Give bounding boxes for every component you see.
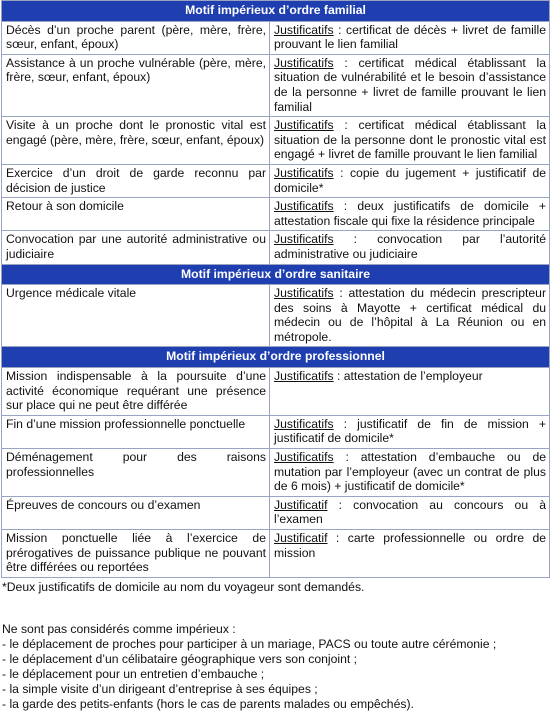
section-title: Motif impérieux d’ordre professionnel — [2, 347, 550, 368]
justificatif-label: Justificatifs — [274, 22, 334, 37]
justificatif-text: : convocation au concours ou à l’examen — [274, 497, 547, 527]
table-row — [2, 496, 550, 529]
motif-cell: Mission indispensable à la poursuite d’une activité économique requérant une présence sur place qui ne peut être différée — [2, 368, 270, 416]
motif-cell: Fin d’une mission professionnelle ponctuelle — [2, 415, 270, 448]
justificatif-text: : copie du jugement + justificatif de domicile* — [274, 165, 547, 195]
table-row — [2, 198, 550, 231]
table-row — [2, 449, 550, 497]
justificatif-cell — [270, 117, 550, 165]
justificatif-cell — [270, 496, 550, 529]
justificatif-text: : certificat médical établissant la situation de vulnérabilité et le besoin d’assistance de la personne + livret de famille prouvant le lien familial — [274, 55, 547, 114]
motif-cell: Déménagement pour des raisons professionnelles — [2, 449, 270, 497]
motif-cell: Épreuves de concours ou d’examen — [2, 496, 270, 529]
notes-list — [2, 637, 550, 712]
list-item: - le déplacement pour un entretien d’embauche ; — [2, 667, 265, 682]
justificatif-text: : attestation du médecin prescripteur des soins à Mayotte + certificat médical du médecin ou de l’hôpital à La Réunion ou en métropole. — [274, 286, 547, 344]
justificatif-label: Justificatif — [274, 497, 328, 512]
justificatif-text: : convocation par l’autorité administrative ou judiciaire — [274, 232, 547, 261]
justificatif-cell — [270, 21, 550, 54]
motif-cell: Mission ponctuelle liée à l’exercice de prérogatives de puissance publique ne pouvant être différées ou reportées — [2, 530, 270, 578]
justificatif-cell — [270, 54, 550, 116]
table-row — [2, 530, 550, 578]
justificatif-text: : justificatif de fin de mission + justificatif de domicile* — [274, 416, 547, 446]
motif-cell: Visite à un proche dont le pronostic vital est engagé (père, mère, frère, sœur, enfant, époux) — [2, 117, 270, 165]
justificatif-label: Justificatifs — [274, 118, 334, 133]
table-row — [2, 231, 550, 264]
justificatif-text: : carte professionnelle ou ordre de mission — [274, 531, 547, 560]
table-row — [2, 21, 550, 54]
motif-cell: Convocation par une autorité administrative ou judiciaire — [2, 231, 270, 264]
section-header-familial — [2, 1, 550, 22]
table-row — [2, 415, 550, 448]
justificatif-label: Justificatifs — [274, 369, 334, 384]
motif-cell: Retour à son domicile — [2, 198, 270, 231]
justificatif-text: : deux justificatifs de domicile + attestation fiscale qui fixe la résidence principale — [274, 199, 547, 228]
justificatif-cell — [270, 231, 550, 264]
justificatif-text: : certificat de décès + livret de famille prouvant le lien familial — [274, 22, 547, 52]
motif-cell: Décès d’un proche parent (père, mère, frère, sœur, enfant, époux) — [2, 21, 270, 54]
justificatif-cell — [270, 449, 550, 497]
justificatif-cell — [270, 415, 550, 448]
list-item: - le déplacement d’un célibataire géographique vers son conjoint ; — [2, 652, 358, 667]
footnote: *Deux justificatifs de domicile au nom du voyageur sont demandés. — [2, 579, 365, 594]
justificatif-cell — [270, 164, 550, 197]
motif-cell: Exercice d’un droit de garde reconnu par décision de justice — [2, 164, 270, 197]
motif-cell: Urgence médicale vitale — [2, 285, 270, 347]
justificatif-label: Justificatifs — [274, 55, 334, 70]
section-title: Motif impérieux d’ordre familial — [2, 1, 550, 22]
justificatif-cell — [270, 530, 550, 578]
section-header-professionnel — [2, 347, 550, 368]
justificatif-label: Justificatifs — [274, 286, 334, 301]
not-imperious-notes — [2, 622, 550, 712]
justificatif-label: Justificatifs — [274, 165, 334, 180]
table-row — [2, 117, 550, 165]
motifs-table — [1, 0, 550, 578]
justificatif-cell — [270, 198, 550, 231]
section-title: Motif impérieux d’ordre sanitaire — [2, 264, 550, 285]
justificatif-label: Justificatifs — [274, 199, 334, 214]
justificatif-text: : certificat médical établissant la situation de la personne dont le pronostic vital est engagé + livret de famille prouvant le lien familial — [274, 118, 547, 162]
justificatif-label: Justificatifs — [274, 416, 334, 431]
table-row — [2, 164, 550, 197]
list-item: - la garde des petits-enfants (hors le cas de parents malades ou empêchés). — [2, 697, 414, 712]
table-row — [2, 285, 550, 347]
notes-heading: Ne sont pas considérés comme impérieux : — [2, 622, 236, 637]
motif-cell: Assistance à un proche vulnérable (père, mère, frère, sœur, enfant, époux) — [2, 54, 270, 116]
list-item: - la simple visite d’un dirigeant d’entreprise à ses équipes ; — [2, 682, 318, 697]
justificatif-cell — [270, 368, 550, 416]
justificatif-cell — [270, 285, 550, 347]
table-row — [2, 54, 550, 116]
justificatif-label: Justificatifs — [274, 232, 334, 247]
section-header-sanitaire — [2, 264, 550, 285]
table-row — [2, 368, 550, 416]
justificatif-label: Justificatif — [274, 531, 328, 545]
justificatif-text: : attestation de l’employeur — [333, 369, 483, 384]
list-item: - le déplacement de proches pour participer à un mariage, PACS ou toute autre cérémonie ; — [2, 637, 497, 652]
justificatif-label: Justificatifs — [274, 450, 334, 465]
justificatif-text: : attestation d’embauche ou de mutation par l’employeur (avec un contrat de plus de 6 mois) + justificatif de domicile* — [274, 450, 547, 494]
